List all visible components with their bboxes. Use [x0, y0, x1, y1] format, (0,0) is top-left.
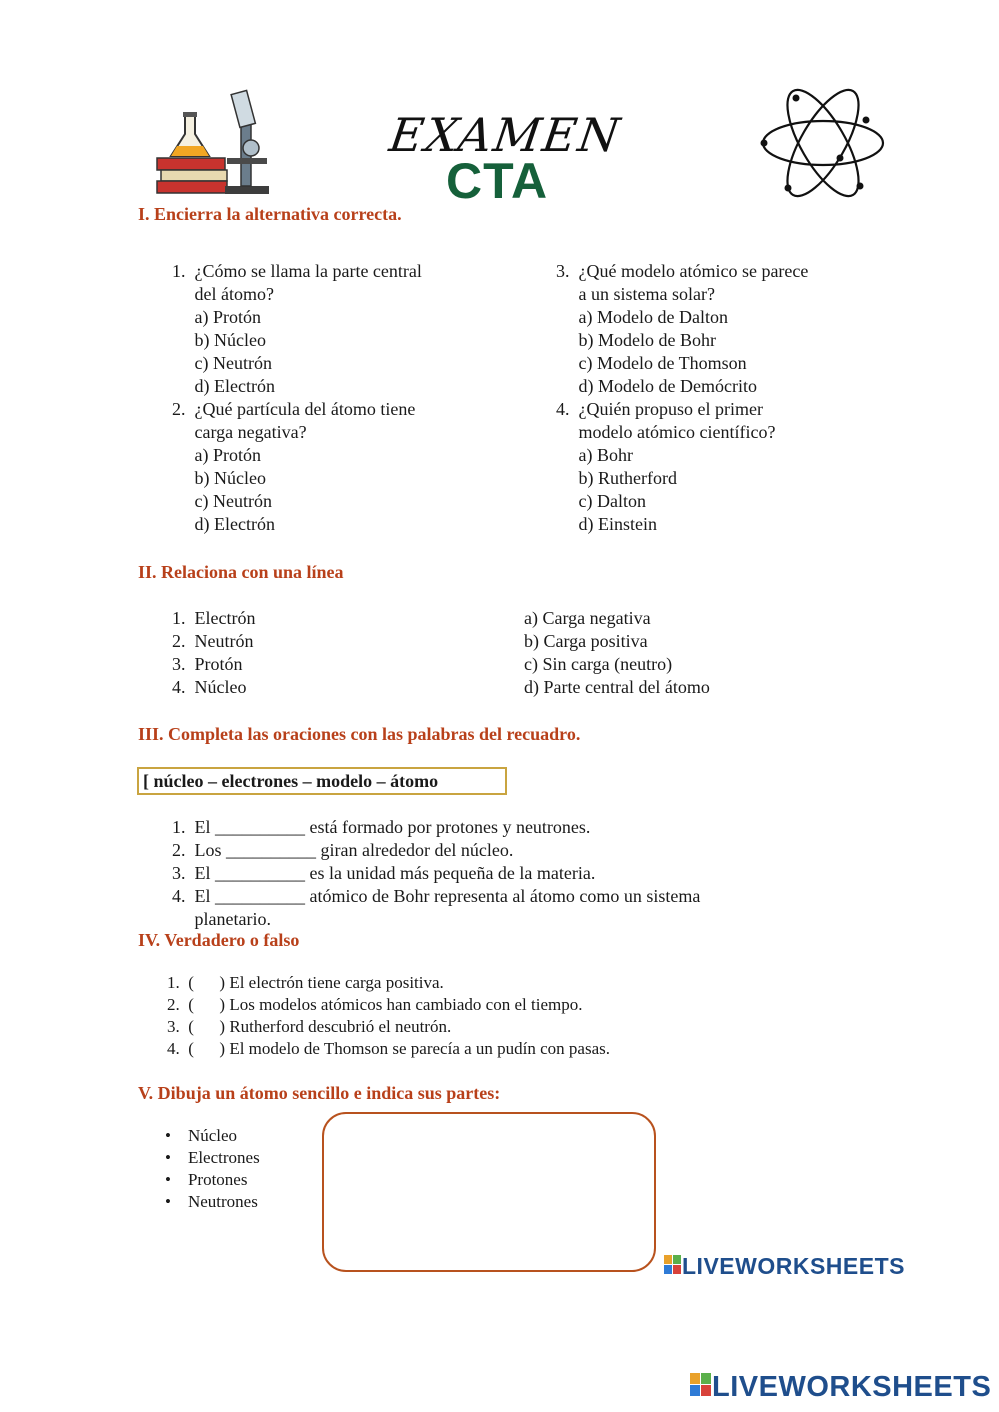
liveworksheets-logo-inline: LIVEWORKSHEETS — [664, 1253, 905, 1281]
subject-title: CTA — [446, 153, 549, 209]
true-false-item[interactable]: 4. ( ) El modelo de Thomson se parecía a un pudín con pasas. — [167, 1039, 610, 1058]
list-item: a) Bohr — [556, 445, 633, 465]
list-item: d) Electrón — [172, 514, 275, 534]
list-item: c) Modelo de Thomson — [556, 353, 747, 373]
list-item: 2. ¿Qué partícula del átomo tiene — [172, 399, 416, 419]
match-definition[interactable]: a) Carga negativa — [524, 608, 651, 628]
true-false-item[interactable]: 2. ( ) Los modelos atómicos han cambiado con el tiempo. — [167, 995, 583, 1014]
match-term[interactable]: 4. Núcleo — [172, 677, 247, 697]
match-term[interactable]: 1. Electrón — [172, 608, 256, 628]
section-3-title: III. Completa las oraciones con las palabras del recuadro. — [138, 724, 581, 744]
match-definition[interactable]: b) Carga positiva — [524, 631, 648, 651]
list-item: • Núcleo — [165, 1126, 238, 1145]
list-item: c) Dalton — [556, 491, 646, 511]
list-item: c) Neutrón — [172, 491, 272, 511]
list-item: • Protones — [165, 1170, 248, 1189]
list-item: 4. ¿Quién propuso el primer — [556, 399, 763, 419]
section-5-title: V. Dibuja un átomo sencillo e indica sus partes: — [138, 1083, 501, 1103]
list-item: b) Rutherford — [556, 468, 677, 488]
match-definition[interactable]: c) Sin carga (neutro) — [524, 654, 673, 674]
fill-blank-sentence[interactable]: 3. El __________ es la unidad más pequeña de la materia. — [172, 863, 596, 883]
fill-blank-sentence[interactable]: 1. El __________ está formado por protones y neutrones. — [172, 817, 591, 837]
drawing-area[interactable] — [322, 1112, 656, 1272]
list-item: b) Núcleo — [172, 330, 266, 350]
match-term[interactable]: 2. Neutrón — [172, 631, 254, 651]
list-item: 3. ¿Qué modelo atómico se parece — [556, 261, 809, 281]
lab-illustration — [155, 86, 273, 201]
list-item: a) Protón — [172, 445, 261, 465]
list-item: a) Modelo de Dalton — [556, 307, 728, 327]
list-item: carga negativa? — [172, 422, 307, 442]
list-item: a) Protón — [172, 307, 261, 327]
exam-title: EXAMEN — [386, 108, 625, 162]
match-term[interactable]: 3. Protón — [172, 654, 243, 674]
match-definition[interactable]: d) Parte central del átomo — [524, 677, 710, 697]
list-item: 1. ¿Cómo se llama la parte central — [172, 261, 422, 281]
fill-blank-sentence[interactable]: 4. El __________ atómico de Bohr representa al átomo como un sistema — [172, 886, 701, 906]
list-item: c) Neutrón — [172, 353, 272, 373]
list-item: • Electrones — [165, 1148, 260, 1167]
list-item: a un sistema solar? — [556, 284, 715, 304]
word-bank: [ núcleo – electrones – modelo – átomo — [137, 767, 507, 795]
true-false-item[interactable]: 3. ( ) Rutherford descubrió el neutrón. — [167, 1017, 452, 1036]
list-item: b) Modelo de Bohr — [556, 330, 716, 350]
fill-blank-sentence-cont: planetario. — [172, 909, 271, 929]
list-item: • Neutrones — [165, 1192, 258, 1211]
list-item: modelo atómico científico? — [556, 422, 776, 442]
atom-icon — [758, 80, 888, 206]
liveworksheets-logo-footer: LIVEWORKSHEETS — [690, 1371, 991, 1405]
list-item: del átomo? — [172, 284, 274, 304]
logo-mark-icon — [690, 1372, 712, 1405]
section-2-title: II. Relaciona con una línea — [138, 562, 344, 582]
logo-mark-icon — [664, 1254, 682, 1281]
true-false-item[interactable]: 1. ( ) El electrón tiene carga positiva. — [167, 973, 444, 992]
list-item: d) Einstein — [556, 514, 657, 534]
section-4-title: IV. Verdadero o falso — [138, 930, 300, 950]
section-1-title: I. Encierra la alternativa correcta. — [138, 204, 402, 224]
list-item: d) Electrón — [172, 376, 275, 396]
list-item: b) Núcleo — [172, 468, 266, 488]
fill-blank-sentence[interactable]: 2. Los __________ giran alrededor del núcleo. — [172, 840, 514, 860]
list-item: d) Modelo de Demócrito — [556, 376, 757, 396]
